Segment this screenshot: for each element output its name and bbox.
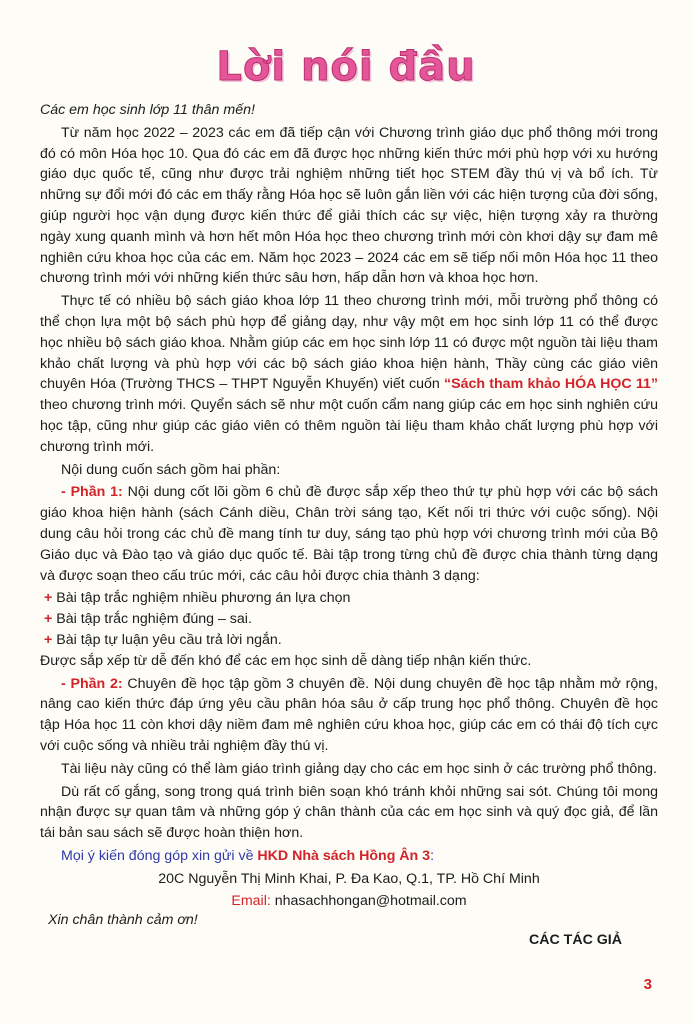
authors: CÁC TÁC GIẢ — [528, 932, 622, 948]
greeting: Các em học sinh lớp 11 thân mến! — [40, 102, 255, 118]
list-item: + Bài tập trắc nghiệm đúng – sai. — [44, 611, 252, 628]
signoff: Xin chân thành cảm ơn! — [48, 912, 198, 928]
part-2: - Phần 2: Chuyên đề học tập gồm 3 chuyên đề. Nội dung chuyên đề học tập nhằm mở rộng, nâng cao kiến thức đáp ứng yêu cầu phân hóa sâu ở cấp trung học phổ thông. Chuyên đề học tập Hóa học 11 còn khơi dậy niềm đam mê nghiên cứu khoa học, giúp các em có thái độ tích cực với cuộc sống và nhiều trải nghiệm đầy thú vị. — [40, 675, 659, 754]
paragraph-6: Dù rất cố gắng, song trong quá trình biên soạn khó tránh khỏi những sai sót. Chúng tôi mong nhận được sự quan tâm và những góp ý chân thành của các em học sinh và quý đọc giả, để lần tái bản sau sách sẽ được hoàn thiện hơn. — [40, 783, 658, 842]
paragraph-2-b: theo chương trình mới. Quyển sách sẽ như một cuốn cẩm nang giúp các em học sinh nghiên cứu học tập, cũng như giúp các giáo viên có thêm nguồn tài liệu tham khảo chất lượng phù hợp với chương trình mới. — [40, 397, 658, 455]
email-line — [40, 891, 658, 912]
page-number: 3 — [643, 976, 652, 993]
part-2-text: Chuyên đề học tập gồm 3 chuyên đề. Nội dung chuyên đề học tập nhằm mở rộng, nâng cao kiến thức đáp ứng yêu cầu phân hóa sâu ở cấp trung học phổ thông. Chuyên đề học tập Hóa học 11 còn khơi dậy niềm đam mê nghiên cứu khoa học, giúp các em có thái độ tích cực với cuộc sống và nhiều trải nghiệm đầy thú vị. — [40, 675, 659, 754]
list-item: + Bài tập tự luận yêu cầu trả lời ngắn. — [44, 631, 282, 648]
paragraph-4: Được sắp xếp từ dễ đến khó để các em học sinh dễ dàng tiếp nhận kiến thức. — [40, 652, 532, 669]
email-label: Email: — [231, 893, 271, 910]
paragraph-5: Tài liệu này cũng có thể làm giáo trình giảng dạy cho các em học sinh ở các trường phổ thông. — [61, 760, 657, 777]
paragraph-2-a: Thực tế có nhiều bộ sách giáo khoa lớp 11 theo chương trình mới, mỗi trường phổ thông có thể chọn lựa một bộ sách phù hợp để giảng dạy, như vậy một em học sinh lớp 11 có thể được học nhiều bộ sách giáo khoa. Nhằm giúp các em học sinh lớp 11 có được một nguồn tài liệu tham khảo chất lượng và phù hợp với các bộ sách giáo khoa hiện hành, Thầy cùng các giáo viên chuyên Hóa (Trường THCS – THPT Nguyễn Khuyến) viết cuốn — [40, 293, 658, 393]
paragraph-2 — [40, 291, 658, 457]
list-item: + Bài tập trắc nghiệm nhiều phương án lựa chọn — [44, 590, 351, 607]
part-1-text: Nội dung cốt lõi gồm 6 chủ đề được sắp xếp theo thứ tự phù hợp với các bộ sách giáo khoa hiện hành (sách Cánh diều, Chân trời sáng tạo, Kết nối tri thức với cuộc sống). Nội dung câu hỏi trong các chủ đề mang tính tư duy, sáng tạo phù hợp với chương trình mới của Bộ Giáo dục và Đào tạo và giáo dục quốc tế. Bài tập trong từng chủ đề được chia thành từng dạng và được soạn theo cấu trúc mới, các câu hỏi được chia thành 3 dạng: — [40, 484, 659, 584]
part-2-label: Phần 2: — [70, 675, 123, 692]
book-title: “Sách tham khảo HÓA HỌC 11” — [444, 376, 658, 393]
address: 20C Nguyễn Thị Minh Khai, P. Đa Kao, Q.1, TP. Hồ Chí Minh — [158, 870, 540, 887]
company-name: HKD Nhà sách Hồng Ân 3 — [257, 847, 431, 864]
paragraph-3: Nội dung cuốn sách gồm hai phần: — [61, 461, 281, 478]
part-1-label: Phần 1: — [70, 484, 123, 501]
contact-line: Mọi ý kiến đóng góp xin gửi về HKD Nhà sách Hồng Ân 3: — [61, 847, 435, 864]
exercise-type-list — [40, 588, 658, 650]
paragraph-1: Từ năm học 2022 – 2023 các em đã tiếp cận với Chương trình giáo dục phổ thông mới trong đó có môn Hóa học 10. Qua đó các em đã được học những kiến thức mới phù hợp với xu hướng giáo dục quốc tế, cũng như được trải nghiệm những tiết học STEM đầy thú vị và bổ ích. Từ những sự đổi mới đó các em thấy rằng Hóa học sẽ luôn gắn liền với các hiện tượng của đời sống, giúp người học vận dụng được kiến thức để giải thích các sự việc, hiện tượng xảy ra thường ngày xung quanh mình và hơn hết môn Hóa học theo chương trình mới còn khơi dậy sự đam mê nghiên cứu khoa học của các em. Năm học 2023 – 2024 các em sẽ tiếp nối môn Hóa học 11 theo chương trình mới với những kiến thức sâu hơn, hấp dẫn hơn và khoa học hơn. — [40, 124, 658, 287]
email-address[interactable]: nhasachhongan@hotmail.com — [274, 893, 467, 910]
page-title: Lời nói đầu — [216, 44, 476, 90]
preface-body — [40, 100, 658, 914]
part-1: - Phần 1: Nội dung cốt lõi gồm 6 chủ đề được sắp xếp theo thứ tự phù hợp với các bộ sách giáo khoa hiện hành (sách Cánh diều, Chân trời sáng tạo, Kết nối tri thức với cuộc sống). Nội dung câu hỏi trong các chủ đề mang tính tư duy, sáng tạo phù hợp với chương trình mới của Bộ Giáo dục và Đào tạo và giáo dục quốc tế. Bài tập trong từng chủ đề được chia thành từng dạng và được soạn theo cấu trúc mới, các câu hỏi được chia thành 3 dạng: — [40, 484, 659, 584]
